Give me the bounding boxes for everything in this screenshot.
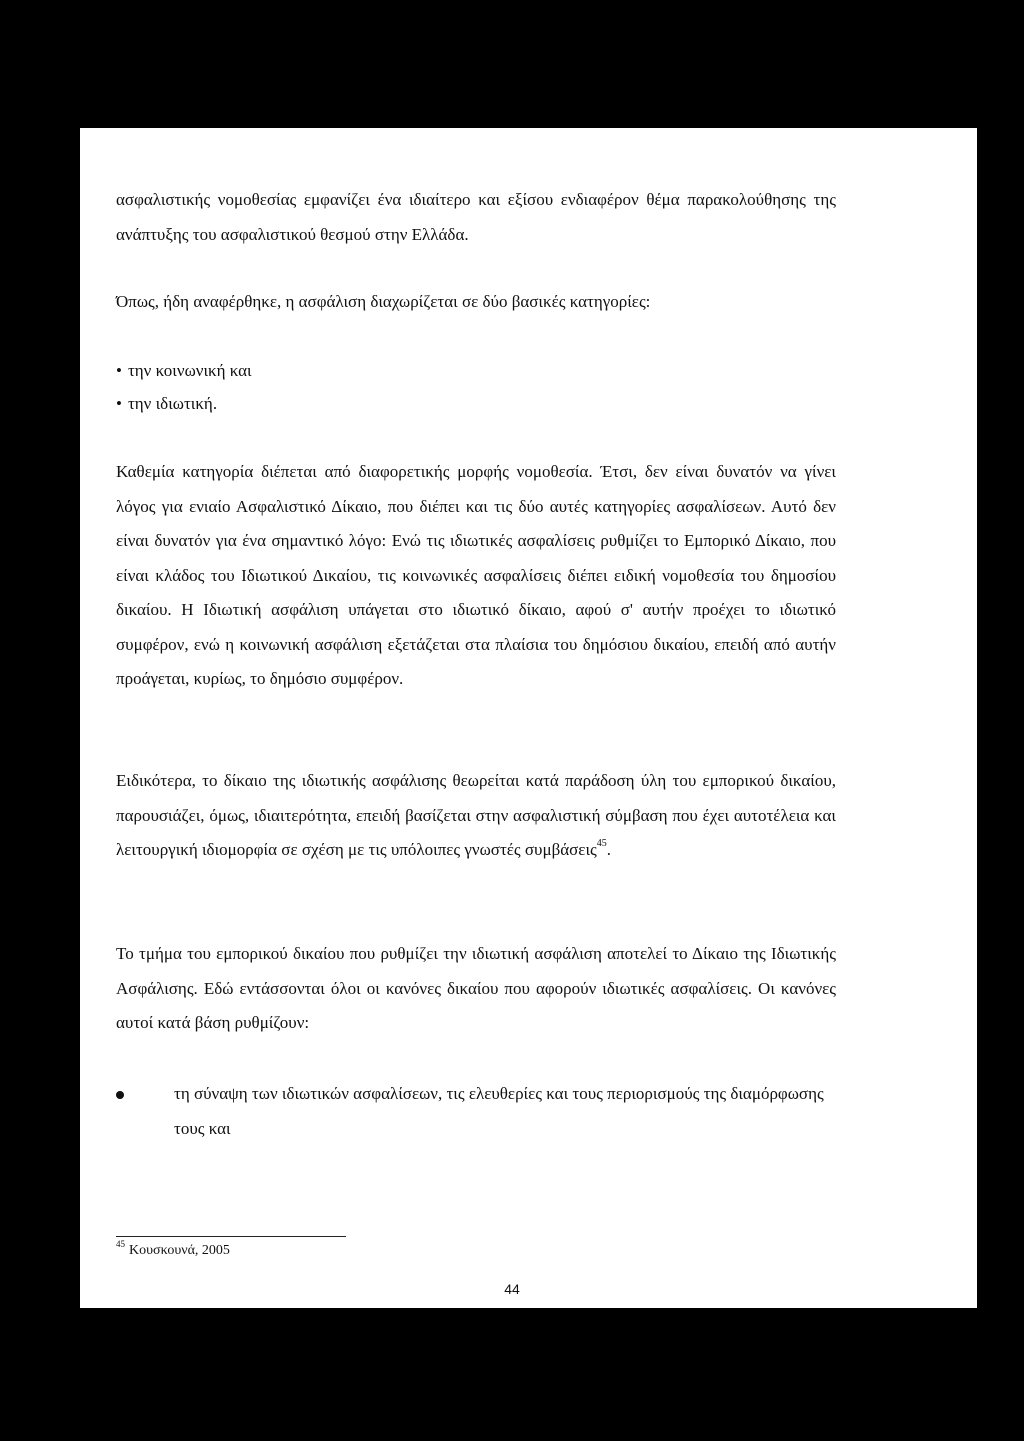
paragraph-1: ασφαλιστικής νομοθεσίας εμφανίζει ένα ιδιαίτερο και εξίσου ενδιαφέρον θέμα παρακολούθησης της ανάπτυξης του ασφαλιστικού θεσμού στην Ελλάδα.: [116, 190, 836, 244]
paragraph-4: [116, 764, 836, 868]
footnote-number: 45: [116, 1239, 125, 1250]
page-number: 44: [504, 1281, 520, 1297]
footnote-divider: [116, 1236, 346, 1237]
bullet-icon: •: [116, 394, 122, 413]
paragraph-4-end: .: [606, 840, 612, 859]
paragraph-5: Το τμήμα του εμπορικού δικαίου που ρυθμίζει την ιδιωτική ασφάλιση αποτελεί το Δίκαιο της Ιδιωτικής Ασφάλισης. Εδώ εντάσσονται όλοι οι κανόνες δικαίου που αφορούν ιδιωτικές ασφαλίσεις. Οι κανόνες αυτοί κατά βάση ρυθμίζουν:: [116, 944, 836, 1032]
footnote: [116, 1239, 230, 1260]
list-item: [116, 354, 252, 389]
list-item-text: την κοινωνική και: [127, 361, 252, 380]
footnote-reference: 45: [596, 838, 607, 850]
paragraph-3: Καθεμία κατηγορία διέπεται από διαφορετικής μορφής νομοθεσία. Έτσι, δεν είναι δυνατόν να γίνει λόγος για ενιαίο Ασφαλιστικό Δίκαιο, που διέπει και τις δύο αυτές κατηγορίες ασφαλίσεων. Αυτό δεν είναι δυνατόν για ένα σημαντικό λόγο: Ενώ τις ιδιωτικές ασφαλίσεις ρυθμίζει το Εμπορικό Δίκαιο, που είναι κλάδος του Ιδιωτικού Δικαίου, τις κοινωνικές ασφαλίσεις διέπει ειδική νομοθεσία του δημοσίου δικαίου. Η Ιδιωτική ασφάλιση υπάγεται στο ιδιωτικό δίκαιο, αφού σ' αυτήν προέχει το ιδιωτικό συμφέρον, ενώ η κοινωνική ασφάλιση εξετάζεται στα πλαίσια του δημόσιου δικαίου, επειδή από αυτήν προάγεται, κυρίως, το δημόσιο συμφέρον.: [116, 462, 836, 688]
footnote-text: Κουσκουνά, 2005: [129, 1243, 230, 1258]
bullet-icon: [116, 1091, 124, 1099]
list-item-text: τη σύναψη των ιδιωτικών ασφαλίσεων, τις ελευθερίες και τους περιορισμούς της διαμόρφωσης τους και: [174, 1084, 824, 1138]
bullet-icon: •: [116, 361, 122, 380]
paragraph-4-text: Ειδικότερα, το δίκαιο της ιδιωτικής ασφάλισης θεωρείται κατά παράδοση ύλη του εμπορικού δικαίου, παρουσιάζει, όμως, ιδιαιτερότητα, επειδή βασίζεται στην ασφαλιστική σύμβαση που έχει αυτοτέλεια και λειτουργική ιδιομορφία σε σχέση με τις υπόλοιπες γνωστές συμβάσεις: [116, 771, 836, 859]
paragraph-2: Όπως, ήδη αναφέρθηκε, η ασφάλιση διαχωρίζεται σε δύο βασικές κατηγορίες:: [116, 292, 651, 311]
list-item: [116, 387, 217, 422]
list-item-text: την ιδιωτική.: [127, 394, 218, 413]
